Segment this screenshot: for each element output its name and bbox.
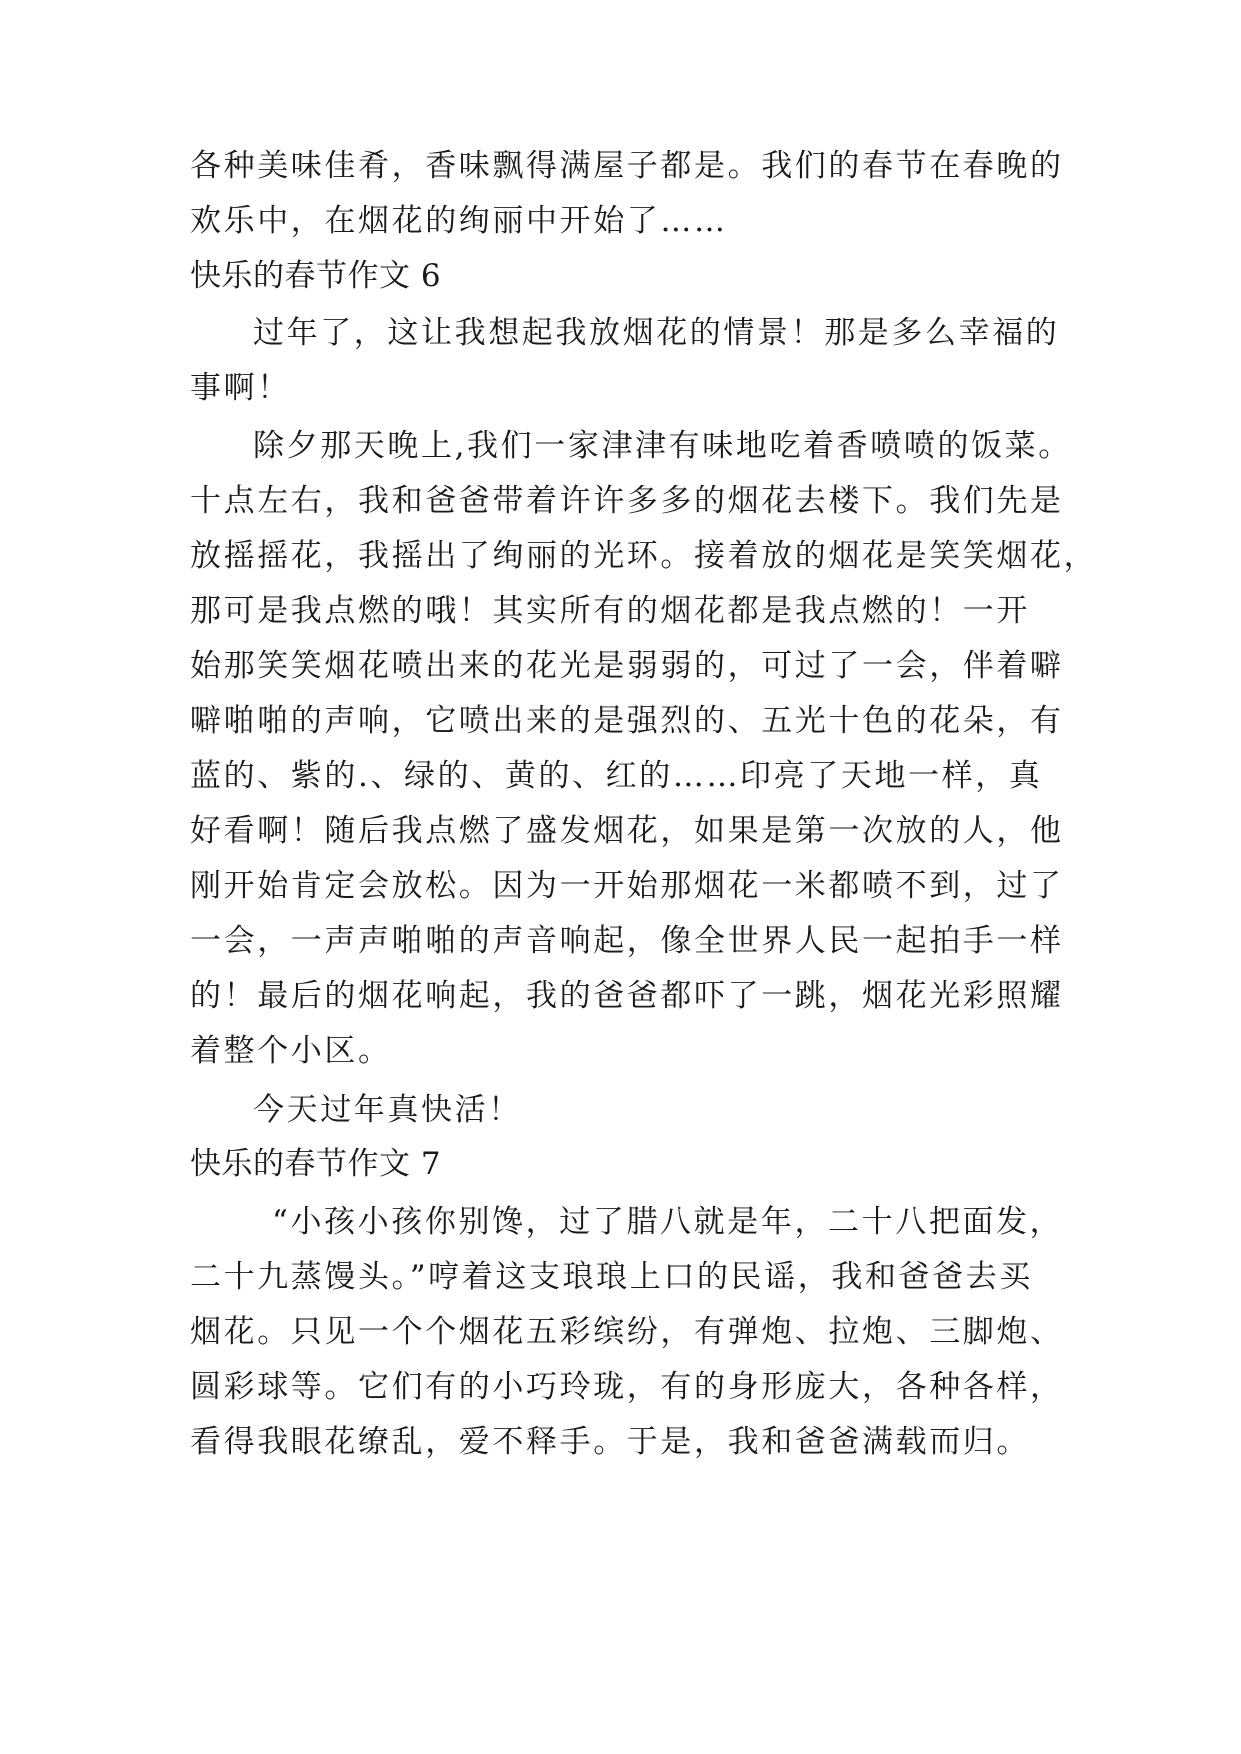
text-line: 二十九蒸馒头。”哼着这支琅琅上口的民谣，我和爸爸去买 xyxy=(190,1259,1033,1295)
text-line: 看得我眼花缭乱，爱不释手。于是，我和爸爸满载而归。 xyxy=(190,1424,1030,1460)
text-line: 圆彩球等。它们有的小巧玲珑，有的身形庞大，各种各样， xyxy=(190,1369,1064,1405)
text-line: 除夕那天晚上,我们一家津津有味地吃着香喷喷的饭菜。 xyxy=(253,428,1072,464)
text-line: 烟花。只见一个个烟花五彩缤纷，有弹炮、拉炮、三脚炮、 xyxy=(190,1314,1064,1350)
section-heading: 快乐的春节作文 7 xyxy=(190,1146,442,1182)
text-line: 的！最后的烟花响起，我的爸爸都吓了一跳，烟花光彩照耀 xyxy=(190,978,1064,1014)
text-line: 一会，一声声啪啪的声音响起，像全世界人民一起拍手一样 xyxy=(190,923,1064,959)
text-line: “小孩小孩你别馋，过了腊八就是年，二十八把面发， xyxy=(272,1204,1064,1240)
text-line: 那可是我点燃的哦！其实所有的烟花都是我点燃的！一开 xyxy=(190,593,1030,629)
text-line: 欢乐中，在烟花的绚丽中开始了…… xyxy=(190,203,728,239)
text-line: 始那笑笑烟花喷出来的花光是弱弱的，可过了一会，伴着噼 xyxy=(190,648,1064,684)
text-line: 过年了，这让我想起我放烟花的情景！那是多么幸福的 xyxy=(253,315,1060,351)
text-line: 好看啊！随后我点燃了盛发烟花，如果是第一次放的人，他 xyxy=(190,813,1064,849)
text-line: 着整个小区。 xyxy=(190,1033,392,1069)
text-line: 噼啪啪的声响，它喷出来的是强烈的、五光十色的花朵，有 xyxy=(190,703,1064,739)
section-heading: 快乐的春节作文 6 xyxy=(190,258,442,294)
text-line: 各种美味佳肴，香味飘得满屋子都是。我们的春节在春晚的 xyxy=(190,148,1064,184)
text-line: 刚开始肯定会放松。因为一开始那烟花一米都喷不到，过了 xyxy=(190,868,1064,904)
text-line: 今天过年真快活！ xyxy=(253,1092,522,1128)
text-line: 事啊！ xyxy=(190,370,291,406)
text-line: 十点左右，我和爸爸带着许许多多的烟花去楼下。我们先是 xyxy=(190,483,1064,519)
text-line: 放摇摇花，我摇出了绚丽的光环。接着放的烟花是笑笑烟花， xyxy=(190,538,1098,574)
text-line: 蓝的、紫的.、绿的、黄的、红的……印亮了天地一样，真 xyxy=(190,758,1043,794)
